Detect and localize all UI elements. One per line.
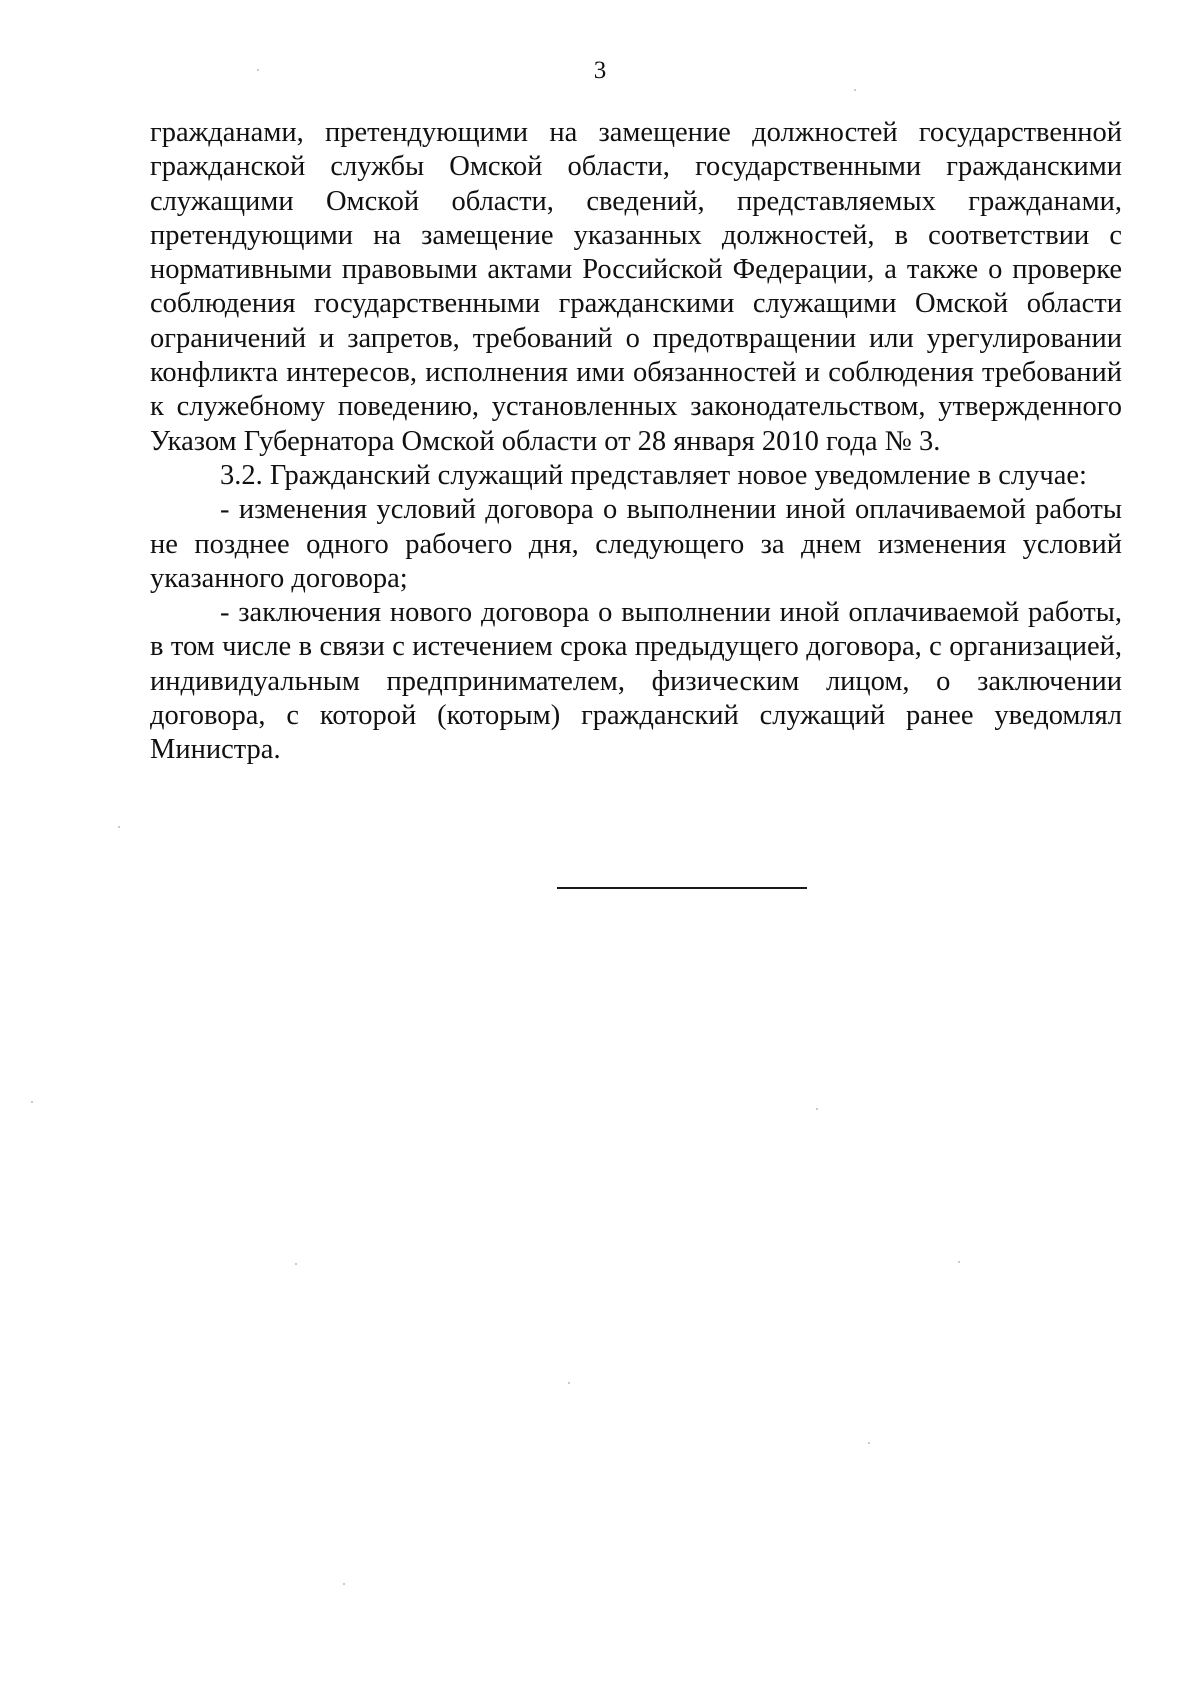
scan-speck [343, 1583, 345, 1585]
scan-speck [31, 1101, 33, 1103]
scan-speck [816, 1108, 818, 1110]
page-number: 3 [593, 57, 607, 84]
scan-speck [868, 1442, 870, 1444]
paragraph-clause-3-2: 3.2. Гражданский служащий представляет новое уведомление в случае: [220, 459, 1087, 491]
paragraph-continuation: гражданами, претендующими на замещение должностей государственной гражданской службы Омской области, государственными гражданскими служащими Омской области, сведений, представляемых гражданами, претендующими на замещение указанных должностей, в соответствии с нормативными правовыми актами Российской Федерации, а также о проверке соблюдения государственными гражданскими служащими Омской области ограничений и запретов, требований о предотвращении или урегулировании конфликта интересов, исполнения ими обязанностей и соблюдения требований к служебному поведению, установленных законодательством, утвержденного Указом Губернатора Омской области от 28 января 2010 года № 3. [150, 117, 1122, 457]
end-of-text-rule [557, 887, 807, 889]
paragraph-item-new-contract: - заключения нового договора о выполнении иной оплачиваемой работы, в том числе в связи с истечением срока предыдущего договора, с организацией, индивидуальным предпринимателем, физическим лицом, о заключении договора, с которой (которым) гражданский служащий ранее уведомлял Министра. [150, 597, 1122, 766]
scan-speck [257, 69, 259, 71]
paragraph-item-change-conditions: - изменения условий договора о выполнении иной оплачиваемой работы не позднее одного рабочего дня, следующего за днем изменения условий указанного договора; [150, 494, 1122, 594]
scan-speck [854, 89, 856, 91]
document-body [150, 116, 1122, 768]
scan-speck [958, 1261, 960, 1263]
scan-speck [295, 1263, 297, 1265]
scan-speck [118, 826, 120, 828]
scan-speck [568, 1382, 570, 1384]
